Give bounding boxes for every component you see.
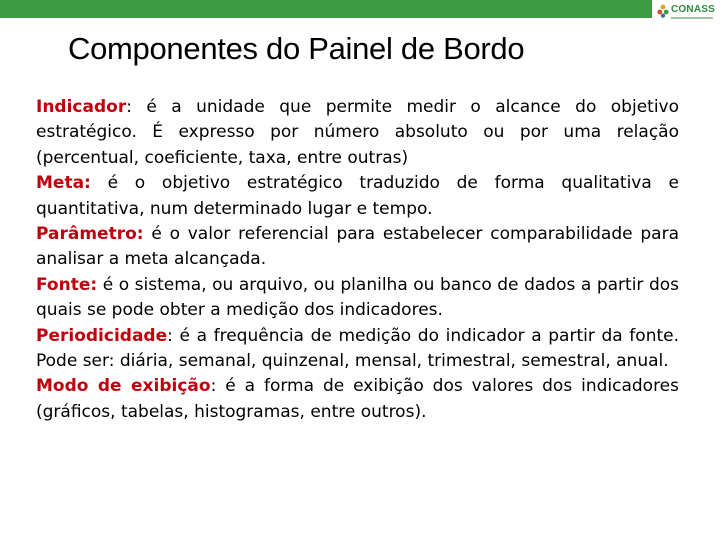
header-bar xyxy=(0,0,652,18)
definition-text: é a frequência de medição do indicador a partir da fonte. Pode ser: diária, semanal, quinzenal, mensal, trimestral, semestral, anual. xyxy=(36,325,679,372)
definition-separator: : xyxy=(126,97,132,117)
definition-text: é o sistema, ou arquivo, ou planilha ou banco de dados a partir dos quais se pode obter a medição dos indicadores. xyxy=(36,274,679,321)
definition-separator: : xyxy=(167,325,173,346)
definition-text: é a unidade que permite medir o alcance do objetivo estratégico. É expresso por número absoluto ou por uma relação (percentual, coeficiente, taxa, entre outras) xyxy=(36,97,679,168)
definition-term: Indicador xyxy=(36,97,127,117)
page-title: Componentes do Painel de Bordo xyxy=(68,31,525,66)
conass-logo xyxy=(652,0,720,24)
conass-logo-icon xyxy=(657,4,669,18)
definition-term: Modo de exibição xyxy=(36,376,211,397)
definition-text: é o objetivo estratégico traduzido de forma qualitativa e quantitativa, num determinado lugar e tempo. xyxy=(36,173,679,219)
logo-text: CONASS xyxy=(671,4,715,15)
definition-indicador xyxy=(36,95,679,171)
definition-term: Fonte: xyxy=(36,274,98,295)
definition-term: Periodicidade xyxy=(36,325,168,346)
definition-periodicidade xyxy=(36,324,679,375)
definition-modo-de-exibicao xyxy=(36,374,679,425)
definition-separator: : xyxy=(210,376,217,397)
definition-term: Meta: xyxy=(36,173,91,194)
definition-text: é o valor referencial para estabelecer comparabilidade para analisar a meta alcançada. xyxy=(36,224,679,270)
definition-term: Parâmetro: xyxy=(36,224,144,245)
definition-fonte xyxy=(36,273,679,324)
logo-underline xyxy=(671,17,713,19)
definition-meta xyxy=(36,171,679,222)
definitions-list xyxy=(36,95,679,425)
definition-text: é a forma de exibição dos valores dos indicadores (gráficos, tabelas, histogramas, entre outros). xyxy=(36,376,679,422)
definition-parametro xyxy=(36,222,679,273)
